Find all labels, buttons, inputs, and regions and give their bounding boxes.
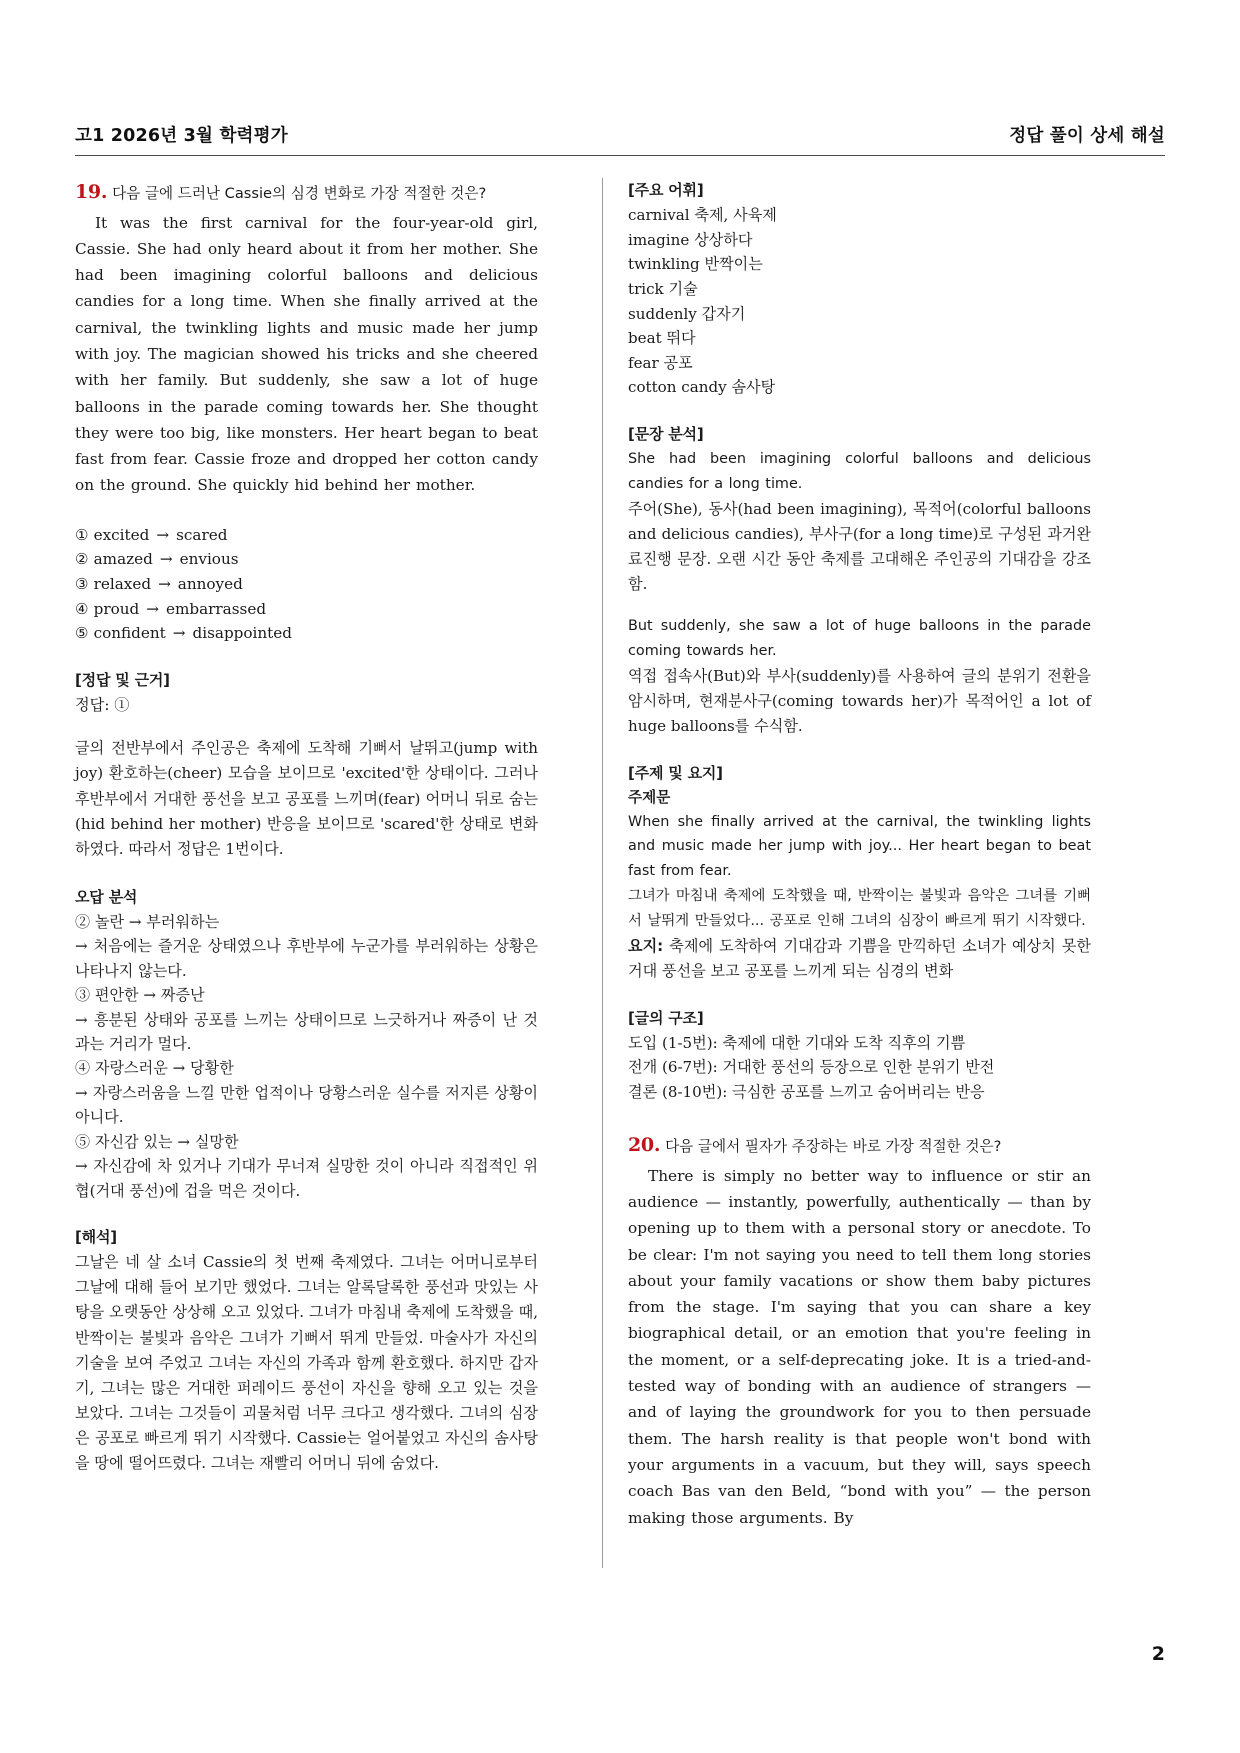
wrong-choice-note: → 자신감에 차 있거나 기대가 무너져 실망한 것이 아니라 직접적인 위협(거대 풍선)에 겁을 먹은 것이다. (75, 1157, 538, 1200)
header-divider (75, 155, 1165, 156)
structure-line: 도입 (1-5번): 축제에 대한 기대와 도착 직후의 기쁨 (628, 1033, 966, 1052)
vocabulary-item: carnival 축제, 사육제 (628, 206, 777, 225)
topic-sentence-korean: 그녀가 마침내 축제에 도착했을 때, 반짝이는 불빛과 음악은 그녀를 기뻐서 날뛰게 만들었다... 공포로 인해 그녀의 심장이 빠르게 뛰기 시작했다. (628, 887, 1091, 929)
page-number: 2 (1151, 1643, 1165, 1665)
vocabulary-item: fear 공포 (628, 353, 693, 372)
arrow-icon: → (159, 550, 173, 569)
gist-text: 축제에 도착하여 기대감과 기쁨을 만끽하던 소녀가 예상치 못한 거대 풍선을 보고 공포를 느끼게 되는 심경의 변화 (628, 936, 1091, 980)
header-right-title: 정답 풀이 상세 해설 (1009, 126, 1165, 146)
choice-to: embarrassed (166, 599, 267, 618)
question-20-header (628, 1131, 1091, 1160)
wrong-choice-label: ⑤ 자신감 있는 → 실망한 (75, 1132, 239, 1151)
wrong-choice-note: → 흥분된 상태와 공포를 느끼는 상태이므로 느긋하거나 짜증이 난 것과는 거리가 멀다. (75, 1010, 538, 1054)
vocabulary-item: twinkling 반짝이는 (628, 255, 763, 274)
right-column (628, 178, 1091, 1531)
vocabulary-heading: [주요 어휘] (628, 181, 704, 199)
sentence-analysis-heading: [문장 분석] (628, 425, 704, 444)
choice-item[interactable] (75, 572, 538, 597)
question-20-passage: There is simply no better way to influence or stir an audience — instantly, powerfully, authentically — than by opening up to them with a personal story or anecdote. To be clear: I'm not saying you need to tell them long stories about your family vacations or show them baby pictures from the stage. I'm saying that you can share a key biographical detail, or an emotion that you're feeling in the moment, or a self-deprecating joke. It is a tried-and-tested way of bonding with an audience of strangers — and of laying the groundwork for you to then persuade them. The harsh reality is that people won't bond with your arguments in a vacuum, but they will, says speech coach Bas van den Beld, “bond with you” — the person making those arguments. By (628, 1166, 1091, 1527)
analysis-note: 주어(She), 동사(had been imagining), 목적어(colorful balloons and delicious candies), 부사구(for a long time)로 구성된 과거완료진행 문장. 오랜 시간 동안 축제를 고대해온 주인공의 기대감을 강조함. (628, 499, 1091, 594)
spacer (628, 1121, 1091, 1131)
choice-from: relaxed (93, 575, 152, 594)
wrong-choice-note: → 처음에는 즐거운 상태였으나 후반부에 누군가를 부러워하는 상황은 나타나지 않는다. (75, 937, 538, 980)
analysis-sentence: But suddenly, she saw a lot of huge balloons in the parade coming towards her. (628, 618, 1091, 659)
choice-to: annoyed (177, 575, 243, 594)
question-19-passage: It was the first carnival for the four-year-old girl, Cassie. She had only heard about it from her mother. She had been imagining colorful balloons and delicious candies for a long time. When she finally arrived at the carnival, the twinkling lights and music made her jump with joy. The magician showed his tricks and she cheered with her family. But suddenly, she saw a lot of huge balloons in the parade coming towards her. She thought they were too big, like monsters. Her heart began to beat fast from fear. Cassie froze and dropped her cotton candy on the ground. She quickly hid behind her mother. (75, 213, 538, 495)
wrong-choice-label: ④ 자랑스러운 → 당황한 (75, 1059, 234, 1078)
vocabulary-item: cotton candy 솜사탕 (628, 378, 776, 397)
structure-line: 전개 (6-7번): 거대한 풍선의 등장으로 인한 분위기 반전 (628, 1058, 995, 1077)
answer-rationale: 글의 전반부에서 주인공은 축제에 도착해 기뻐서 날뛰고(jump with joy) 환호하는(cheer) 모습을 보이므로 'excited'한 상태이다. 그러나 후반부에서 거대한 풍선을 보고 공포를 느끼며(fear) 어머니 뒤로 숨는(hid behind her mother) 반응을 보이므로 'scared'한 상태로 변화하였다. 따라서 정답은 1번이다. (75, 738, 538, 859)
choice-item[interactable] (75, 523, 538, 548)
question-19-number: 19. (75, 181, 108, 203)
theme-heading: [주제 및 요지] (628, 763, 723, 782)
header-left-title: 고1 2026년 3월 학력평가 (75, 126, 288, 146)
choice-number: ⑤ (75, 624, 89, 643)
structure-heading: [글의 구조] (628, 1008, 704, 1027)
wrong-choice-label: ② 놀란 → 부러워하는 (75, 912, 220, 931)
question-20-prompt: 다음 글에서 필자가 주장하는 바로 가장 적절한 것은? (665, 1138, 1002, 1156)
choice-to: scared (176, 525, 228, 544)
choice-from: excited (93, 525, 150, 544)
analysis-note: 역접 접속사(But)와 부사(suddenly)를 사용하여 글의 분위기 전환을 암시하며, 현재분사구(coming towards her)가 목적어인 a lot of huge balloons를 수식함. (628, 666, 1091, 735)
topic-sentence-label: 주제문 (628, 789, 671, 807)
translation-text: 그날은 네 살 소녀 Cassie의 첫 번째 축제였다. 그녀는 어머니로부터 그날에 대해 들어 보기만 했었다. 그녀는 알록달록한 풍선과 맛있는 사탕을 오랫동안 상상해 오고 있었다. 그녀가 마침내 축제에 도착했을 때, 반짝이는 불빛과 음악은 그녀가 기뻐서 뛰게 만들었. 마술사가 자신의 기술을 보여 주었고 그녀는 자신의 가족과 함께 환호했다. 하지만 갑자기, 그녀는 많은 거대한 퍼레이드 풍선이 자신을 향해 오고 있는 것을 보았다. 그녀는 그것들이 괴물처럼 너무 크다고 생각했다. 그녀의 심장은 공포로 빠르게 뛰기 시작했다. Cassie는 얼어붙었고 자신의 솜사탕을 땅에 떨어뜨렸다. 그녀는 재빨리 어머니 뒤에 숨었다. (75, 1253, 538, 1472)
question-19-choices (75, 523, 538, 646)
choice-to: envious (179, 550, 239, 569)
arrow-icon: → (156, 525, 170, 544)
vocabulary-item: trick 기술 (628, 280, 698, 299)
gist-line (628, 934, 1091, 984)
analysis-sentence: She had been imagining colorful balloons and delicious candies for a long time. (628, 451, 1091, 493)
left-column (75, 178, 538, 1476)
structure-line: 결론 (8-10번): 극심한 공포를 느끼고 숨어버리는 반응 (628, 1082, 985, 1101)
spacer (628, 597, 1091, 614)
wrong-analysis-heading: 오답 분석 (75, 887, 138, 906)
vocabulary-item: suddenly 갑자기 (628, 304, 746, 323)
question-19-header (75, 178, 538, 207)
translation-heading: [해석] (75, 1228, 117, 1247)
choice-to: disappointed (192, 624, 292, 643)
correct-answer-label: 정답: ① (75, 696, 130, 715)
choice-number: ② (75, 550, 89, 569)
gist-label: 요지: (628, 936, 664, 955)
choice-from: amazed (93, 550, 153, 569)
choice-item[interactable] (75, 621, 538, 646)
choice-number: ① (75, 525, 89, 544)
column-divider (602, 178, 603, 1568)
wrong-choice-note: → 자랑스러움을 느낄 만한 업적이나 당황스러운 실수를 저지른 상황이 아니다. (75, 1083, 538, 1127)
page-header (75, 122, 1165, 147)
choice-item[interactable] (75, 547, 538, 572)
vocabulary-item: beat 뛰다 (628, 329, 696, 348)
choice-item[interactable] (75, 597, 538, 622)
spacer (628, 1104, 1091, 1121)
wrong-choice-label: ③ 편안한 → 짜증난 (75, 986, 205, 1005)
question-19-prompt: 다음 글에 드러난 Cassie의 심경 변화로 가장 적절한 것은? (112, 185, 487, 202)
topic-sentence-english: When she finally arrived at the carnival, the twinkling lights and music made her jump with joy... Her heart began to beat fast from fear. (628, 813, 1091, 880)
vocabulary-item: imagine 상상하다 (628, 230, 753, 249)
arrow-icon: → (158, 575, 171, 594)
choice-from: confident (93, 624, 166, 643)
choice-number: ④ (75, 599, 89, 618)
question-20-number: 20. (628, 1134, 661, 1157)
choice-from: proud (93, 599, 140, 618)
arrow-icon: → (146, 599, 159, 618)
arrow-icon: → (172, 624, 186, 643)
answer-section-heading: [정답 및 근거] (75, 670, 170, 689)
choice-number: ③ (75, 575, 89, 594)
